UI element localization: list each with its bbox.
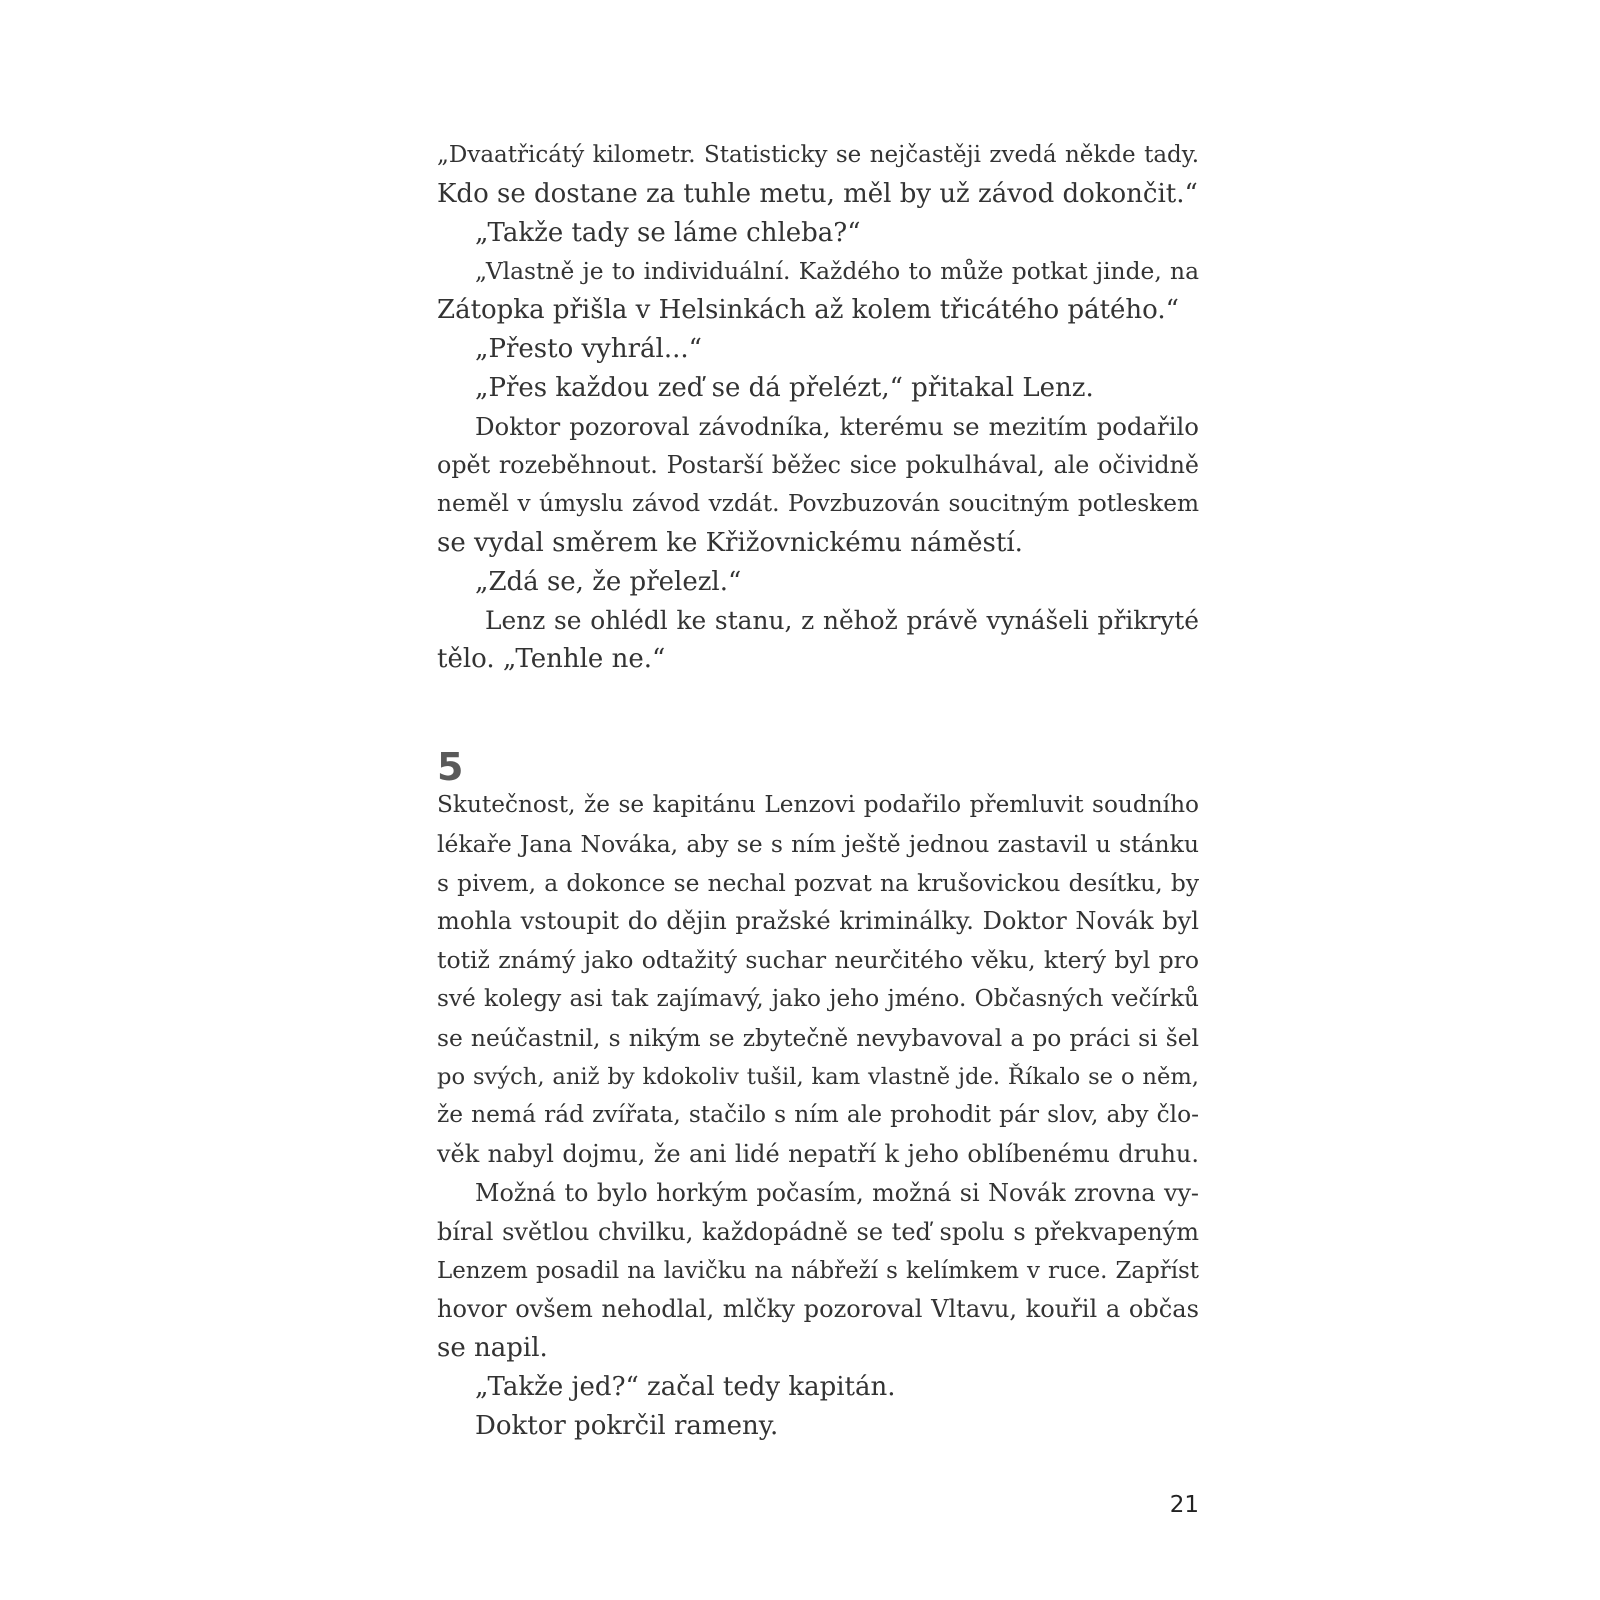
- text-line: „Vlastně je to individuální. Každého to může potkat jinde, na: [475, 257, 1199, 286]
- text-line: lékaře Jana Nováka, aby se s ním ještě jednou zastavil u stánku: [437, 829, 1199, 858]
- text-line: „Takže tady se láme chleba?“: [475, 217, 861, 248]
- text-line: Lenz se ohlédl ke stanu, z něhož právě vynášeli přikryté: [485, 605, 1199, 635]
- text-line: „Dvaatřicátý kilometr. Statisticky se nejčastěji zvedá někde tady.: [437, 142, 1199, 168]
- text-line: totiž známý jako odtažitý suchar neurčitého věku, který byl pro: [437, 946, 1199, 975]
- text-line: „Zdá se, že přelezl.“: [475, 566, 742, 597]
- text-line: opět rozeběhnout. Postarší běžec sice pokulhával, ale očividně: [437, 451, 1199, 480]
- text-line: hovor ovšem nehodlal, mlčky pozoroval Vltavu, kouřil a občas: [437, 1295, 1199, 1324]
- text-line: „Přesto vyhrál...“: [475, 333, 702, 364]
- text-line: se napil.: [437, 1333, 548, 1364]
- text-line: Doktor pozoroval závodníka, kterému se mezitím podařilo: [475, 411, 1199, 441]
- text-line: Skutečnost, že se kapitánu Lenzovi podařilo přemluvit soudního: [437, 791, 1199, 818]
- text-line: že nemá rád zvířata, stačilo s ním ale prohodit pár slov, aby člo-: [437, 1101, 1199, 1129]
- text-line: se neúčastnil, s nikým se zbytečně nevybavoval a po práci si šel: [437, 1023, 1199, 1052]
- page-number: 21: [1169, 1492, 1199, 1518]
- chapter-number: 5: [437, 745, 464, 789]
- text-line: Zátopka přišla v Helsinkách až kolem třicátého pátého.“: [437, 295, 1179, 326]
- text-section-chapter: [437, 786, 1199, 1446]
- text-section-top: [437, 136, 1199, 679]
- text-line: Kdo se dostane za tuhle metu, měl by už závod dokončit.“: [437, 178, 1198, 209]
- text-line: věk nabyl dojmu, že ani lidé nepatří k jeho oblíbenému druhu.: [437, 1140, 1199, 1169]
- text-line: své kolegy asi tak zajímavý, jako jeho jméno. Občasných večírků: [437, 984, 1199, 1012]
- text-line: Možná to bylo horkým počasím, možná si Novák zrovna vy-: [475, 1178, 1199, 1207]
- text-line: se vydal směrem ke Křižovnickému náměstí.: [437, 527, 1023, 558]
- text-line: Doktor pokrčil rameny.: [475, 1410, 779, 1441]
- text-line: po svých, aniž by kdokoliv tušil, kam vlastně jde. Říkalo se o něm,: [437, 1063, 1199, 1090]
- text-line: s pivem, a dokonce se nechal pozvat na krušovickou desítku, by: [437, 868, 1199, 897]
- text-line: Lenzem posadil na lavičku na nábřeží s kelímkem v ruce. Zapříst: [437, 1257, 1199, 1284]
- text-line: bíral světlou chvilku, každopádně se teď spolu s překvapeným: [437, 1217, 1199, 1246]
- text-line: „Přes každou zeď se dá přelézt,“ přitakal Lenz.: [475, 372, 1094, 403]
- text-line: neměl v úmyslu závod vzdát. Povzbuzován soucitným potleskem: [437, 490, 1199, 518]
- text-line: tělo. „Tenhle ne.“: [437, 644, 666, 675]
- text-line: „Takže jed?“ začal tedy kapitán.: [475, 1371, 896, 1402]
- text-line: mohla vstoupit do dějin pražské kriminálky. Doktor Novák byl: [437, 907, 1199, 936]
